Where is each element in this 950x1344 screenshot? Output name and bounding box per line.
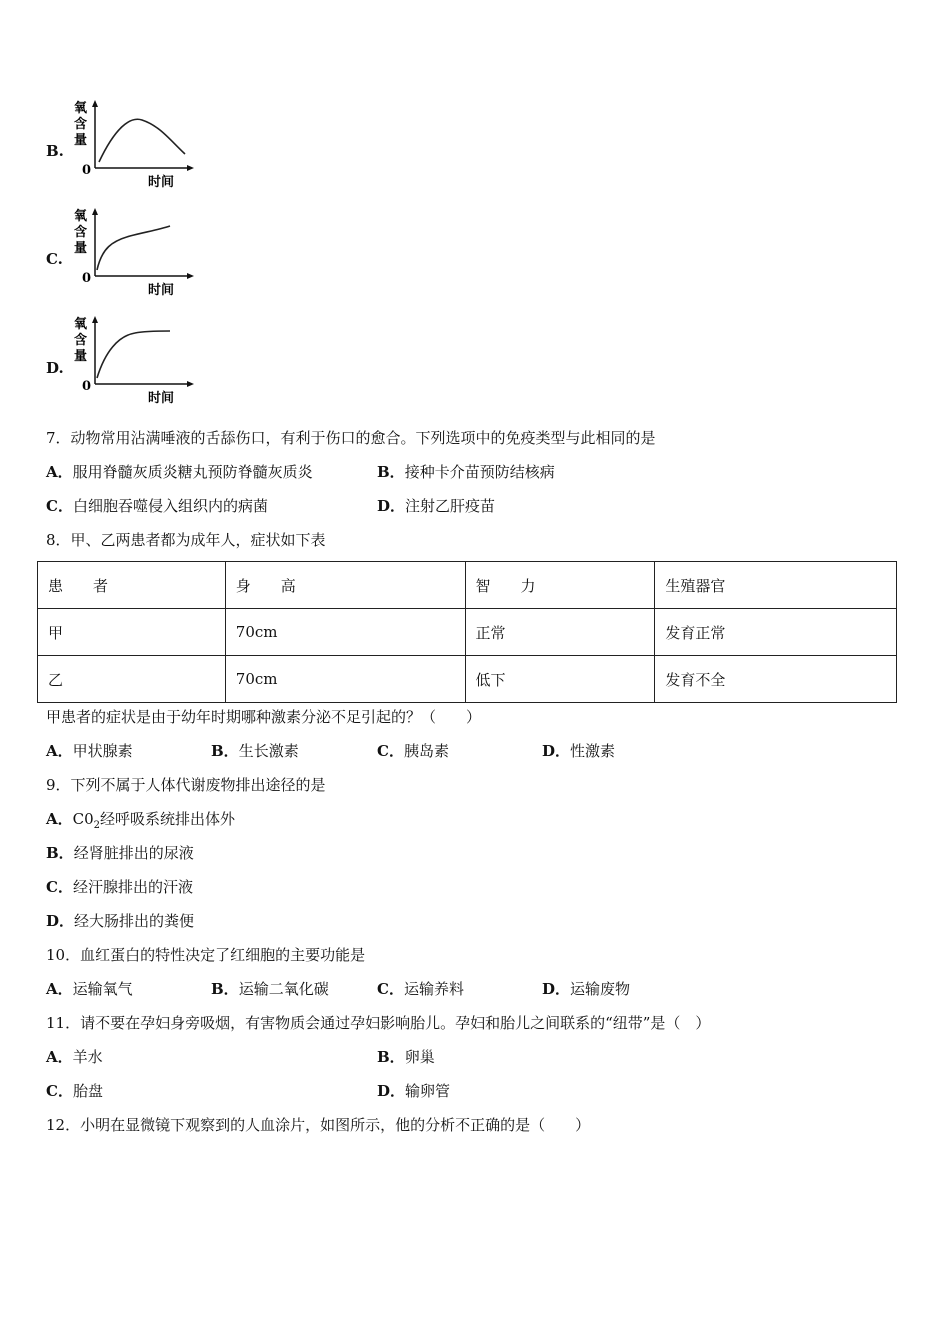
q10-option-c <box>377 979 464 999</box>
q9-option-a-letter: A． <box>46 810 73 828</box>
q10-option-b-letter: B． <box>211 980 239 998</box>
q11-option-b-letter: B． <box>377 1048 405 1066</box>
q8-option-c <box>377 741 449 761</box>
q8-option-d-text: 性激素 <box>570 742 616 760</box>
q8-option-d-letter: D． <box>542 742 571 760</box>
table-cell: 发育不全 <box>655 656 897 703</box>
graph-b-curve <box>99 119 185 162</box>
table-cell: 70cm <box>225 656 465 703</box>
q8-stem: 8．甲、乙两患者都为成年人，症状如下表 <box>46 531 326 549</box>
q11-option-d-letter: D． <box>377 1082 406 1100</box>
q7-stem: 7．动物常用沾满唾液的舌舔伤口，有利于伤口的愈合。下列选项中的免疫类型与此相同的是 <box>46 429 656 447</box>
graph-c-ylabel-2: 含 <box>74 225 88 240</box>
q8-option-a-text: 甲状腺素 <box>72 742 133 760</box>
q11-option-a-letter: A． <box>46 1048 73 1066</box>
q9-option-d-letter: D． <box>46 912 75 930</box>
table-header-cell: 身 高 <box>225 562 465 609</box>
q10-option-d <box>542 979 630 999</box>
q9-option-a <box>46 809 235 836</box>
table-cell: 发育正常 <box>655 609 897 656</box>
q8-option-a <box>46 741 133 761</box>
q8-option-a-letter: A． <box>46 742 73 760</box>
q11-option-b <box>377 1047 435 1067</box>
graph-d-curve <box>97 331 170 378</box>
q8-option-b-text: 生长激素 <box>238 742 299 760</box>
q10-option-d-text: 运输废物 <box>570 980 631 998</box>
q11-option-c-text: 胎盘 <box>72 1082 103 1100</box>
q8-option-b <box>211 741 299 761</box>
q10-option-b <box>211 979 329 999</box>
q7-option-d-text: 注射乙肝疫苗 <box>405 497 496 515</box>
q9-option-c-letter: C． <box>46 878 73 896</box>
q9-option-a-text: 经呼吸系统排出体外 <box>100 810 236 828</box>
table-cell: 正常 <box>465 609 655 656</box>
q11-option-c-letter: C． <box>46 1082 73 1100</box>
graph-option-c-label: C. <box>46 250 63 268</box>
q10-option-b-text: 运输二氧化碳 <box>238 980 329 998</box>
q9-option-c <box>46 877 193 897</box>
graph-b-ylabel-2: 含 <box>74 117 88 132</box>
q8-option-c-text: 胰岛素 <box>403 742 449 760</box>
graph-d-ylabel-3: 量 <box>74 349 88 364</box>
q8-option-c-letter: C． <box>377 742 404 760</box>
graph-c-origin: 0 <box>82 271 92 286</box>
q7-option-d <box>377 496 495 516</box>
q9-option-a-formula: C0 <box>72 810 94 828</box>
q9-option-b-text: 经肾脏排出的尿液 <box>73 844 194 862</box>
table-header-cell: 患 者 <box>38 562 226 609</box>
q10-option-c-text: 运输养料 <box>403 980 464 998</box>
graph-c-ylabel-3: 量 <box>74 241 88 256</box>
q9-option-c-text: 经汗腺排出的汗液 <box>72 878 193 896</box>
q9-option-d-text: 经大肠排出的粪便 <box>74 912 195 930</box>
q7-option-a <box>46 462 313 482</box>
q7-option-a-letter: A． <box>46 463 73 481</box>
q11-option-b-text: 卵巢 <box>404 1048 435 1066</box>
q9-option-a-subscript: 2 <box>93 820 101 831</box>
q7-option-c-text: 白细胞吞噬侵入组织内的病菌 <box>72 497 268 515</box>
table-cell: 乙 <box>38 656 226 703</box>
q9-option-d <box>46 911 194 931</box>
q7-option-c <box>46 496 268 516</box>
table-row <box>38 609 897 656</box>
q10-option-d-letter: D． <box>542 980 571 998</box>
graph-d <box>70 314 240 414</box>
q8-question: 甲患者的症状是由于幼年时期哪种激素分泌不足引起的？（ ） <box>46 708 482 726</box>
table-cell: 低下 <box>465 656 655 703</box>
table-header-row <box>38 562 897 609</box>
graph-b-xlabel: 时间 <box>148 175 175 190</box>
q11-option-a <box>46 1047 103 1067</box>
table-row <box>38 656 897 703</box>
q10-option-c-letter: C． <box>377 980 404 998</box>
q8-option-d <box>542 741 615 761</box>
q11-option-d <box>377 1081 450 1101</box>
graph-b-ylabel-3: 量 <box>74 133 88 148</box>
q7-option-a-text: 服用脊髓灰质炎糖丸预防脊髓灰质炎 <box>72 463 313 481</box>
q11-option-a-text: 羊水 <box>72 1048 103 1066</box>
graph-d-origin: 0 <box>82 379 92 394</box>
table-cell: 70cm <box>225 609 465 656</box>
q7-option-b <box>377 462 555 482</box>
symptom-table <box>37 561 897 703</box>
graph-option-b-label: B. <box>46 142 64 160</box>
q7-option-d-letter: D． <box>377 497 406 515</box>
graph-c-curve <box>97 226 170 270</box>
graph-c-xlabel: 时间 <box>148 283 175 298</box>
q11-stem: 11．请不要在孕妇身旁吸烟，有害物质会通过孕妇影响胎儿。孕妇和胎儿之间联系的“纽带”是（ ） <box>46 1014 711 1032</box>
q10-option-a <box>46 979 133 999</box>
q10-stem: 10．血红蛋白的特性决定了红细胞的主要功能是 <box>46 946 366 964</box>
q10-option-a-text: 运输氧气 <box>72 980 133 998</box>
q9-option-b-letter: B． <box>46 844 74 862</box>
q8-option-b-letter: B． <box>211 742 239 760</box>
q10-option-a-letter: A． <box>46 980 73 998</box>
graph-c <box>70 206 240 306</box>
q12-stem: 12．小明在显微镜下观察到的人血涂片，如图所示，他的分析不正确的是（ ） <box>46 1116 591 1134</box>
graph-b-origin: 0 <box>82 163 92 178</box>
graph-c-ylabel-1: 氧 <box>74 209 88 224</box>
graph-d-ylabel-2: 含 <box>74 333 88 348</box>
q7-option-b-letter: B． <box>377 463 405 481</box>
q7-option-c-letter: C． <box>46 497 73 515</box>
graph-option-d-label: D. <box>46 359 64 377</box>
graph-b-ylabel-1: 氧 <box>74 101 88 116</box>
table-header-cell: 生殖器官 <box>655 562 897 609</box>
graph-d-xlabel: 时间 <box>148 391 175 406</box>
graph-d-ylabel-1: 氧 <box>74 317 88 332</box>
q7-option-b-text: 接种卡介苗预防结核病 <box>404 463 555 481</box>
q11-option-c <box>46 1081 103 1101</box>
q9-stem: 9．下列不属于人体代谢废物排出途径的是 <box>46 776 326 794</box>
table-cell: 甲 <box>38 609 226 656</box>
table-header-cell: 智 力 <box>465 562 655 609</box>
q9-option-b <box>46 843 194 863</box>
graph-b <box>70 98 240 198</box>
q11-option-d-text: 输卵管 <box>405 1082 451 1100</box>
